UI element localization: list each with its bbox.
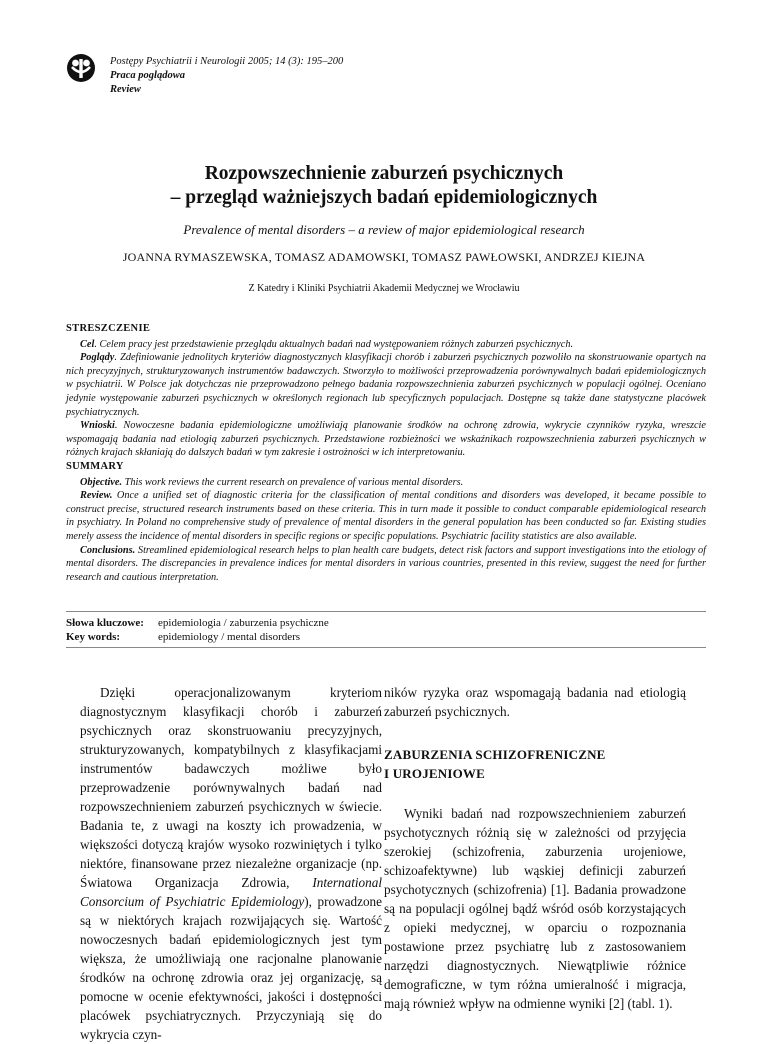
title-line-1: Rozpowszechnienie zaburzeń psychicznych (204, 163, 564, 184)
article-type-pl: Praca poglądowa (110, 70, 185, 81)
keywords-en-label: Key words: (66, 631, 121, 643)
cel-label: Cel (80, 338, 95, 350)
abstract-pl-cel (66, 338, 706, 352)
body-paragraph-1 (80, 683, 382, 1044)
keywords-bottom-rule (66, 647, 706, 648)
wnioski-label: Wnioski (80, 420, 115, 432)
review-label: Review. (80, 490, 113, 502)
body-left-column (80, 683, 382, 1044)
summary-objective (66, 476, 706, 490)
article-title (0, 162, 768, 210)
wnioski-text: . Nowoczesne badania epidemiologiczne umożliwiają planowanie środków na ochronę zdrowia, wykrycie czynników ryzyka, wreszcie wspomagają badania nad etiologią zaburzeń psychicznych. Przedstawione rozbieżności we wskaźnikach rozpowszechnienia zaburzeń psychicznych w różnych krajach skłaniają do dalszych badań w tym zakresie i ostrożności w ich interpretowaniu. (66, 420, 706, 459)
abstract-pl-heading: STRESZCZENIE (66, 323, 151, 334)
journal-header (110, 55, 343, 97)
keywords-top-rule (66, 611, 706, 612)
summary-heading: SUMMARY (66, 461, 124, 472)
abstract-pl-wnioski (66, 419, 706, 460)
conclusions-label: Conclusions. (80, 544, 136, 556)
body-paragraph-1-continued: ników ryzyka oraz wspomagają badania nad etiologią zaburzeń psychicznych. (384, 685, 686, 719)
conclusions-text: Streamlined epidemiological research helps to plan health care budgets, detect risk factors and support investigations into the etiology of mental disorders. The discrepancies in prevalence indices for mental disorders in various countries, presented in this review, suggest the need for further research and cautious interpretation. (66, 544, 706, 583)
keywords-block (66, 616, 329, 644)
review-text: Once a unified set of diagnostic criteria for the classification of mental conditions and disorders was developed, it became possible to construct precise, structured research instruments based on these criteria. This in turn made it possible to conduct comparable epidemiological research in psychiatry. In Poland no comprehensive study of prevalence of mental disorders in the general population has been conducted so far. Existing studies merely assess the incidence of mental disorders in specific regions or specific populations. Psychiatric facility statistics are also available. (66, 490, 706, 542)
body-p1-part-b: ), prowadzone są w niektórych krajach rozwijających się. Wartość nowoczesnych badań epidemiologicznych jest tym większa, że umożliwiają one racjonalne planowanie środków na ochronę zdrowia oraz jej organizację, są pomocne w ocenie efektywności, jakości i dostępności placówek psychiatrycznych. Przyczyniają się do wykrycia czyn- (80, 894, 382, 1042)
section-heading-line-2: I UROJENIOWE (384, 766, 485, 781)
journal-logo-icon (66, 53, 96, 83)
objective-text: This work reviews the current research on prevalence of various mental disorders. (122, 476, 464, 488)
keywords-en-row (66, 630, 329, 644)
objective-label: Objective. (80, 476, 123, 488)
cel-text: . Celem pracy jest przedstawienie przeglądu aktualnych badań nad występowaniem różnych zaburzeń psychicznych. (94, 338, 574, 350)
poglady-label: Poglądy (80, 352, 115, 364)
article-type-en: Review (110, 84, 141, 95)
summary-review (66, 489, 706, 543)
body-p1-italic: International Consorcium of Psychiatric Epidemiology (80, 875, 382, 909)
body-right-column (384, 683, 686, 1013)
authors: JOANNA RYMASZEWSKA, TOMASZ ADAMOWSKI, TOMASZ PAWŁOWSKI, ANDRZEJ KIEJNA (122, 250, 646, 264)
summary-conclusions (66, 544, 706, 585)
section-heading (384, 745, 686, 783)
english-title: Prevalence of mental disorders – a review of major epidemiological research (183, 222, 585, 237)
abstract-pl-poglady (66, 351, 706, 419)
abstract-english (66, 460, 706, 584)
title-line-2: – przegląd ważniejszych badań epidemiologicznych (170, 187, 598, 208)
affiliation: Z Katedry i Kliniki Psychiatrii Akademii Medycznej we Wrocławiu (248, 283, 520, 294)
body-paragraph-2: Wyniki badań nad rozpowszechnieniem zaburzeń psychotycznych różnią się w zależności od przyjęcia szerokiej (schizofrenia, zaburzenia urojeniowe, schizoafektywne) lub wąskiej definicji zaburzeń psychotycznych (schizofrenia) [1]. Badania prowadzone są na populacji ogólnej bądź wśród osób korzystających z opieki medycznej, w oparciu o rozpoznania postawione przez psychiatrę lub z zastosowaniem narzędzi diagnostycznych. Niewątpliwie różnice demograficzne, w tym różna umieralność i migracja, mają również wpływ na odmienne wyniki [2] (tabl. 1). (384, 806, 686, 1011)
abstract-polish (66, 322, 706, 460)
keywords-pl-row (66, 616, 329, 630)
poglady-text: . Zdefiniowanie jednolitych kryteriów diagnostycznych klasyfikacji chorób i zaburzeń psychicznych pozwoliło na skonstruowanie opartych na nich precyzyjnych, strukturyzowanych instrumentów badawczych. Stworzyło to możliwości przeprowadzenia porównywalnych badań epidemiologicznych w psychiatrii. W Polsce jak dotychczas nie przeprowadzono pełnego badania rozpowszechnienia zaburzeń psychicznych w populacji ogólnej. Oceniano jedynie występowanie zaburzeń psychicznych w określonych regionach lub specyficznych populacjach. Dostępne są także dane statystyczne placówek psychiatrycznych. (66, 352, 706, 418)
section-heading-line-1: ZABURZENIA SCHIZOFRENICZNE (384, 747, 606, 762)
journal-citation: Postępy Psychiatrii i Neurologii 2005; 14 (3): 195–200 (110, 56, 344, 67)
keywords-pl-label: Słowa kluczowe: (66, 617, 144, 629)
keywords-pl-value: epidemiologia / zaburzenia psychiczne (158, 617, 329, 629)
body-p1-part-a: Dzięki operacjonalizowanym kryteriom diagnostycznym klasyfikacji chorób i zaburzeń psychicznych oraz skonstruowaniu precyzyjnych, strukturyzowanych, kompatybilnych z klasyfikacjami instrumentów badawczych możliwe było przeprowadzenie porównywalnych badań nad rozpowszechnieniem zaburzeń psychicznych w świecie. Badania te, z uwagi na koszty ich prowadzenia, w większości dotyczą krajów wysoko rozwiniętych i tylko niektóre, finansowane przez niezależne organizacje (np. Światowa Organizacja Zdrowia, (80, 685, 382, 890)
keywords-en-value: epidemiology / mental disorders (158, 631, 301, 643)
